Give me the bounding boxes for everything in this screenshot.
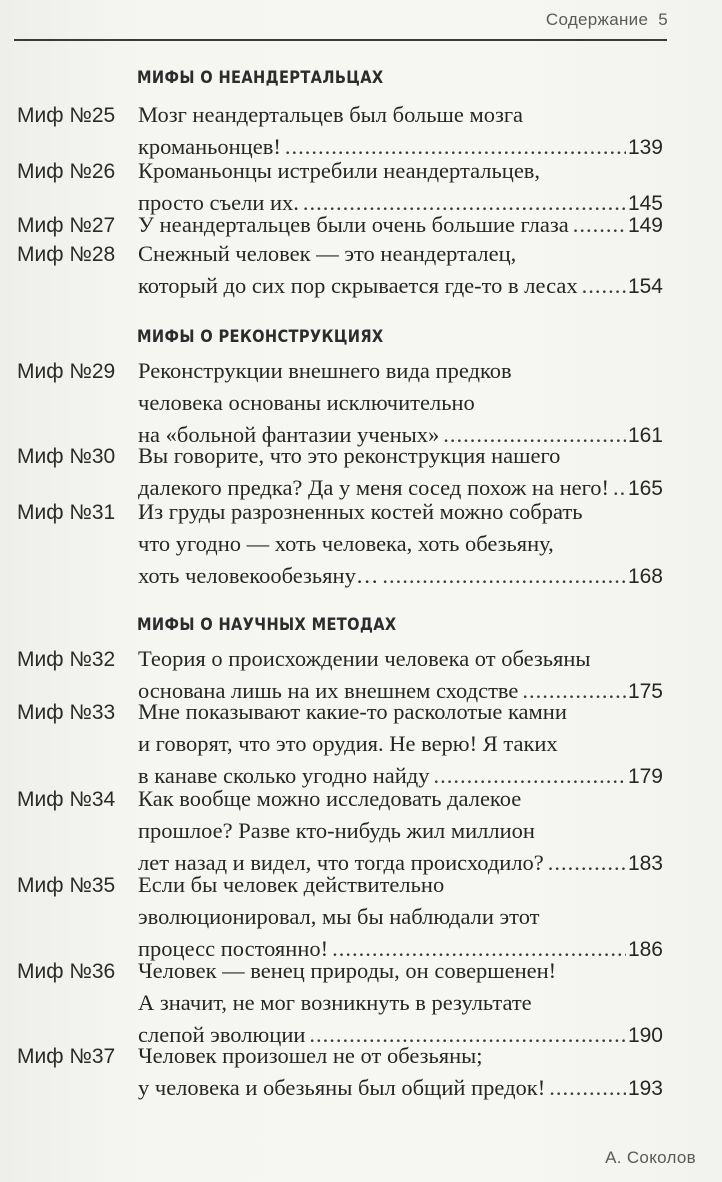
entry-line: хоть человекообезьяну… [138, 563, 379, 588]
myth-number: Миф №36 [17, 960, 116, 983]
myth-number: Миф №30 [17, 445, 116, 468]
entry-line: слепой эволюции [138, 1022, 306, 1047]
entry-line: Кроманьонцы истребили неандертальцев, [138, 158, 541, 183]
entry-line: Мне показывают какие-то расколотые камни [138, 699, 567, 724]
page-footer-author: А. Соколов [605, 1148, 696, 1167]
myth-number: Миф №28 [17, 243, 116, 266]
entry-page-number: 149 [627, 214, 663, 237]
entry-page-number: 165 [627, 477, 663, 500]
entry-page-number: 193 [627, 1077, 663, 1100]
entry-line: процесс постоянно! [138, 936, 329, 961]
myth-number: Миф №25 [17, 104, 116, 127]
entry-line: который до сих пор скрывается где-то в лесах [138, 273, 578, 298]
dot-leader [382, 560, 626, 592]
entry-line: человека основаны исключительно [138, 390, 475, 415]
myth-number: Миф №37 [17, 1045, 116, 1068]
entry-line: Человек — венец природы, он совершенен! [138, 958, 557, 983]
entry-line: и говорят, что это орудия. Не верю! Я таких [138, 731, 558, 756]
entry-page-number: 175 [627, 680, 663, 703]
header-rule [14, 39, 667, 41]
entry-line: У неандертальцев были очень большие глаза [138, 212, 569, 237]
myth-number: Миф №35 [17, 874, 116, 897]
myth-number: Миф №27 [17, 214, 116, 237]
entry-leader-line [138, 560, 663, 592]
dot-leader [549, 1072, 626, 1104]
entry-page-number: 154 [627, 275, 663, 298]
entry-page-number: 168 [627, 565, 663, 588]
myth-number: Миф №33 [17, 701, 116, 724]
myth-number: Миф №34 [17, 788, 116, 811]
running-head-page-number: 5 [658, 10, 668, 29]
entry-line: А значит, не мог возникнуть в результате [138, 990, 532, 1015]
entry-line: Вы говорите, что это реконструкция нашего [138, 443, 561, 468]
entry-line: что угодно — хоть человека, хоть обезьяну, [138, 531, 554, 556]
dot-leader [573, 209, 626, 241]
myth-number: Миф №31 [17, 501, 116, 524]
myth-number: Миф №29 [17, 360, 116, 383]
entry-page-number: 139 [627, 136, 663, 159]
entry-line: Из груды разрозненных костей можно собрать [138, 499, 583, 524]
entry-leader-line [138, 209, 663, 241]
entry-line: в канаве сколько угодно найду [138, 763, 430, 788]
entry-leader-line [138, 270, 663, 302]
dot-leader [582, 270, 626, 302]
myth-number: Миф №32 [17, 648, 116, 671]
entry-line: Снежный человек — это неандерталец, [138, 241, 517, 266]
entry-line: Если бы человек действительно [138, 872, 445, 897]
entry-line: Мозг неандертальцев был больше мозга [138, 102, 524, 127]
entry-line: Человек произошел не от обезьяны; [138, 1043, 483, 1068]
entry-page-number: 145 [627, 192, 663, 215]
section-title-reconstructions: МИФЫ О РЕКОНСТРУКЦИЯХ [137, 327, 384, 347]
entry-line: Теория о происхождении человека от обезьяны [138, 646, 591, 671]
entry-page-number: 183 [627, 852, 663, 875]
running-head [546, 10, 668, 30]
entry-page-number: 190 [627, 1024, 663, 1047]
entry-line: у человека и обезьяны был общий предок! [138, 1075, 546, 1100]
section-title-neanderthals: МИФЫ О НЕАНДЕРТАЛЬЦАХ [137, 68, 384, 88]
entry-line: Как вообще можно исследовать далекое [138, 786, 522, 811]
entry-line: эволюционировал, мы бы наблюдали этот [138, 904, 540, 929]
entry-line: прошлое? Разве кто-нибудь жил миллион [138, 818, 535, 843]
entry-page-number: 186 [627, 938, 663, 961]
entry-line: далекого предка? Да у меня сосед похож на него! [138, 475, 610, 500]
entry-page-number: 161 [627, 424, 663, 447]
myth-number: Миф №26 [17, 160, 116, 183]
entry-line: просто съели их. [138, 190, 299, 215]
entry-line: лет назад и видел, что тогда происходило? [138, 850, 544, 875]
entry-leader-line [138, 1072, 663, 1104]
entry-line: на «больной фантазии ученых» [138, 422, 440, 447]
entry-line: основана лишь на их внешнем сходстве [138, 678, 519, 703]
running-head-title: Содержание [545, 10, 649, 29]
entry-line: Реконструкции внешнего вида предков [138, 358, 512, 383]
entry-line: кроманьонцев! [138, 134, 281, 159]
section-title-scientific-methods: МИФЫ О НАУЧНЫХ МЕТОДАХ [137, 615, 397, 635]
entry-page-number: 179 [627, 765, 663, 788]
